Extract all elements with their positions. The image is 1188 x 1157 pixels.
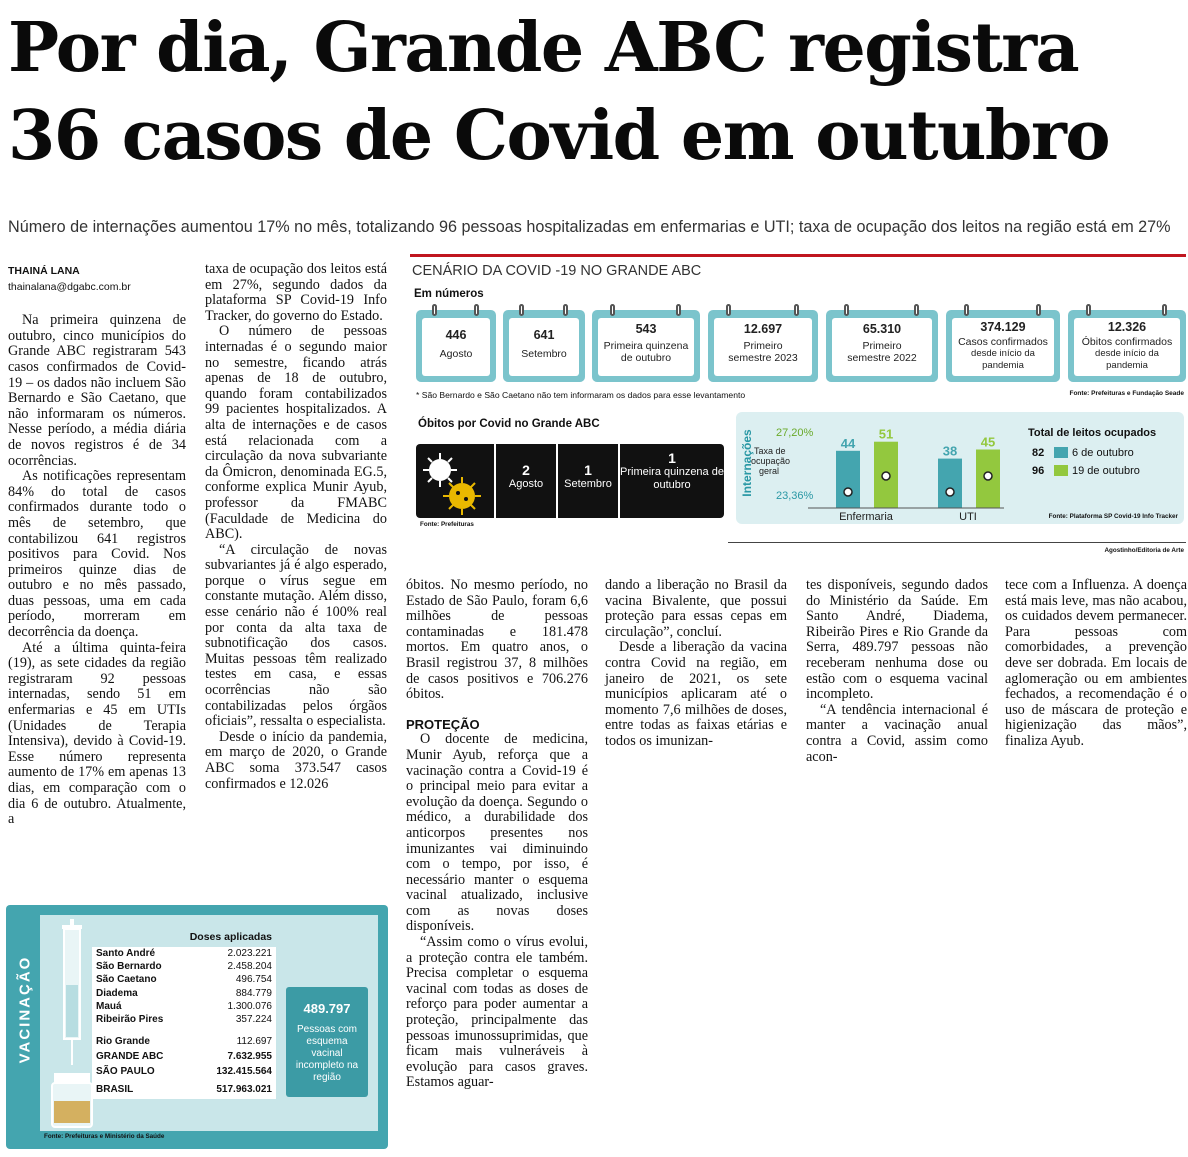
stat-label: Agosto: [439, 348, 473, 360]
region-name: SÃO PAULO: [96, 1066, 155, 1078]
paragraph: “Assim como o vírus evolui, a proteção contra ele também. Precisa completar o esquema vacinal com todas as doses de reforço para poder aumentar a proteção, principalmente das pessoas imunossuprimidas, que ficam mais vulneráveis à evolução para casos graves. Estamos aguar-: [406, 934, 588, 1091]
table-row: [92, 1013, 276, 1026]
table-row: [92, 960, 276, 973]
paragraph: Desde o início da pandemia, em março de 2020, o Grande ABC soma 373.547 casos confirmados e 12.026: [205, 728, 387, 792]
stat-card: [708, 310, 818, 382]
total-row: [92, 1081, 276, 1099]
obitos-value: 1: [584, 462, 592, 478]
bar-value-label: 38: [942, 443, 958, 459]
city-name: Santo André: [96, 948, 156, 959]
bar-uti-oct6: [938, 459, 962, 508]
callout-label: Pessoas com esquema vacinal incompleto na região: [295, 1024, 359, 1083]
obitos-label: Agosto: [508, 478, 544, 490]
legend-label-2: 19 de outubro: [1072, 465, 1140, 477]
taxa-label-3: geral: [759, 466, 780, 476]
stat-value: 641: [533, 328, 555, 342]
headline-line-2: 36 casos de Covid em outubro: [8, 96, 1110, 176]
obitos-value: 2: [522, 462, 530, 478]
bar-value-label: 51: [878, 426, 894, 442]
doses-header: Doses aplicadas: [92, 931, 276, 947]
doses-value: 357.224: [235, 1013, 272, 1025]
bar-marker: [844, 488, 852, 496]
obitos-title: Óbitos por Covid no Grande ABC: [418, 418, 600, 430]
paragraph: “A circulação de novas subvariantes já é algo esperado, porque o vírus segue em constante mutação. Além disso, esse cenário não é 100% real por conta da alta taxa de subnotificação dos casos. Muitas pessoas têm realizado testes em casa, e essas ocorrências não são contabilizadas pelos órgãos oficiais”, ressalta o especialista.: [205, 541, 387, 730]
doses-table: [92, 931, 276, 1099]
headline-line-1: Por dia, Grande ABC registra: [8, 8, 1079, 88]
stat-card: [826, 310, 938, 382]
ring-icon: [1086, 304, 1091, 316]
paragraph: óbitos. No mesmo período, no Estado de São Paulo, foram 6,6 milhões de pessoas contaminadas e 181.478 mortos. Em quatro anos, o Brasil registrou 37, 8 milhões de casos positivos e 706.276 óbitos.: [406, 577, 588, 703]
ring-icon: [726, 304, 731, 316]
obitos-panel: [416, 444, 724, 518]
stat-value: 12.326: [1107, 320, 1147, 334]
stat-card: [416, 310, 496, 382]
doses-value: 884.779: [235, 987, 272, 999]
bar-value-label: 44: [840, 435, 856, 451]
bar-marker: [984, 472, 992, 480]
paragraph: As notificações representam 84% do total de casos confirmados durante todo o mês de setembro, que contabilizou 641 registros positivos para Covid. Nos primeiros quinze dias de outubro e no mês passado, duas pessoas, uma em cada período, morreram em decorrência da doença.: [8, 468, 186, 641]
article-column-5: [806, 578, 988, 765]
red-rule: [410, 254, 1186, 257]
legend-label-1: 6 de outubro: [1072, 447, 1134, 459]
credit-rule: [728, 542, 1186, 543]
callout-value: 489.797: [303, 1001, 351, 1016]
city-name: Diadema: [96, 987, 138, 999]
bar-marker: [946, 488, 954, 496]
internacoes-label: Internações: [740, 429, 754, 497]
ring-icon: [676, 304, 681, 316]
stat-value: 12.697: [743, 322, 783, 336]
paragraph: O docente de medicina, Munir Ayub, reforça que a vacinação contra a Covid-19 é o principal meio para evitar a evolução da doença. Segundo o médico, a durabilidade dos anticorpos presentes nos imunizantes vai diminuindo com o tempo, por isso, é necessário manter o esquema vacinal atualizado, inclusive com as novas doses disponíveis.: [406, 731, 588, 935]
em-numeros-label: Em números: [414, 288, 484, 300]
stat-label: Primeiro semestre 2023: [728, 340, 798, 364]
article-column-4: [605, 578, 787, 750]
art-credit: Agostinho/Editoria de Arte: [1104, 547, 1184, 554]
headline: [8, 4, 1186, 180]
section-heading: PROTEÇÃO: [406, 716, 480, 732]
author-email[interactable]: thainalana@dgabc.com.br: [8, 280, 131, 293]
paragraph: Na primeira quinzena de outubro, cinco municípios do Grande ABC registraram 543 casos confirmados de Covid-19 – os dados não incluem São Bernardo e São Caetano, que não informaram os números. Nesse período, a média diária de novos registros é de 34 ocorrências.: [8, 312, 186, 469]
region-name: BRASIL: [96, 1084, 134, 1096]
vacinacao-box: [6, 905, 388, 1149]
stat-label: Óbitos confirmados: [1081, 336, 1173, 348]
stat-value: 65.310: [862, 322, 902, 336]
ring-icon: [610, 304, 615, 316]
taxa-label-2: ocupação: [751, 456, 791, 466]
table-row: [92, 1026, 276, 1050]
paragraph: O número de pessoas internadas é o segundo maior no semestre, ficando atrás apenas de 18 de outubro, quando foram contabilizados 99 pacientes hospitalizados. A alta de internações e de casos está relacionada com a circulação da nova subvariante da Ômicron, denominada EG.5, conforme explica Munir Ayub, professor da FMABC (Faculdade de Medicina do ABC).: [205, 323, 387, 543]
vacinacao-source: Fonte: Prefeituras e Ministério da Saúde: [44, 1133, 165, 1140]
bar-enfermaria-oct6: [836, 451, 860, 508]
paragraph: dando a liberação no Brasil da vacina Bivalente, que possui proteção para essas cepas em circulação”, concluí.: [605, 577, 787, 640]
paragraph: “A tendência internacional é manter a vacinação anual contra a Covid, assim como acon-: [806, 701, 988, 765]
city-name: São Caetano: [96, 974, 157, 986]
stat-card: [592, 310, 700, 382]
table-row: [92, 987, 276, 1000]
stat-card: [1068, 310, 1186, 382]
article-column-3: [406, 578, 588, 1091]
doses-value: 1.300.076: [227, 1000, 272, 1012]
bar-value-label: 45: [980, 434, 996, 450]
subheadline: Número de internações aumentou 17% no mês, totalizando 96 pessoas hospitalizadas em enfermarias e UTI; taxa de ocupação dos leitos na região está em 27%: [8, 218, 1171, 236]
infographic-title: CENÁRIO DA COVID -19 NO GRANDE ABC: [412, 263, 702, 279]
total-row: [92, 1050, 276, 1063]
article-column-1: [8, 264, 186, 828]
internacoes-panel: [736, 412, 1184, 524]
ring-icon: [1036, 304, 1041, 316]
infographic-note: * São Bernardo e São Caetano não tem informaram os dados para esse levantamento: [416, 390, 746, 400]
stat-label: Primeiro semestre 2022: [847, 340, 917, 364]
ring-icon: [563, 304, 568, 316]
internacoes-chart: [736, 412, 1184, 524]
covid-infographic: [410, 254, 1186, 572]
city-name: Mauá: [96, 1000, 122, 1012]
paragraph: tes disponíveis, segundo dados do Ministério da Saúde. Em Santo André, Diadema, Ribeirão Pires e Rio Grande da Serra, 489.797 pessoas não receberam nenhuma dose ou estão com o esquema vacinal incompleto.: [806, 577, 988, 703]
author-name: THAINÁ LANA: [8, 265, 80, 277]
ring-icon: [519, 304, 524, 316]
category-label-enfermaria: Enfermaria: [839, 511, 893, 523]
legend-total-2: 96: [1032, 465, 1045, 477]
category-label-uti: UTI: [959, 511, 977, 523]
doses-value: 517.963.021: [216, 1084, 272, 1096]
obitos-source: Fonte: Prefeituras: [420, 521, 474, 528]
paragraph: Até a última quinta-feira (19), as sete cidades da região registraram 92 pessoas internadas, sendo 51 em enfermarias e 45 em UTIs (Unidades de Terapia Intensiva), devido à Covid-19. Esse número representa aumento de 17% em apenas 13 dias, em comparação com o dia 6 de outubro. Atualmente, a: [8, 639, 186, 828]
table-row: [92, 947, 276, 960]
incomplete-vaccination-callout: [286, 987, 368, 1097]
doses-value: 112.697: [236, 1036, 272, 1048]
taxa-oct19: 27,20%: [776, 427, 814, 439]
stat-label: Casos confirmados: [958, 336, 1048, 348]
article-column-2: [205, 262, 387, 792]
stat-value: 446: [445, 328, 467, 342]
city-name: Ribeirão Pires: [96, 1013, 164, 1025]
article-column-6: [1005, 578, 1187, 750]
table-row: [92, 1000, 276, 1013]
legend-swatch-1: [1054, 447, 1068, 458]
bar-marker: [882, 472, 890, 480]
doses-value: 2.458.204: [227, 961, 272, 973]
internacoes-source: Fonte: Plataforma SP Covid-19 Info Tracker: [1048, 513, 1178, 520]
city-name: Rio Grande: [96, 1036, 150, 1048]
source-note: Fonte: Prefeituras e Fundação Seade: [1069, 390, 1184, 397]
ring-icon: [794, 304, 799, 316]
ring-icon: [914, 304, 919, 316]
obitos-cell: [618, 444, 724, 518]
stat-value: 543: [635, 322, 657, 336]
stat-sublabel: desde início da pandemia: [1095, 348, 1159, 371]
obitos-value: 1: [668, 450, 676, 466]
obitos-label: Primeira quinzena de outubro: [620, 466, 724, 491]
legend-swatch-2: [1054, 465, 1068, 476]
taxa-label-1: Taxa de: [754, 446, 786, 456]
vacinacao-label: VACINAÇÃO: [16, 955, 34, 1064]
virus-icon: [416, 444, 494, 518]
stat-sublabel: desde início da pandemia: [971, 348, 1035, 371]
doses-value: 2.023.221: [227, 948, 272, 959]
doses-value: 132.415.564: [216, 1066, 272, 1078]
ring-icon: [474, 304, 479, 316]
legend-total-1: 82: [1032, 447, 1045, 459]
ring-icon: [844, 304, 849, 316]
ring-icon: [1162, 304, 1167, 316]
legend-title: Total de leitos ocupados: [1028, 427, 1157, 439]
table-row: [92, 973, 276, 986]
stat-label: Setembro: [521, 348, 567, 360]
paragraph: taxa de ocupação dos leitos está em 27%, segundo dados da plataforma SP Covid-19 Info Tracker, do governo do Estado.: [205, 261, 387, 324]
taxa-oct6: 23,36%: [776, 490, 814, 502]
city-name: São Bernardo: [96, 961, 162, 973]
vacinacao-panel: [40, 915, 378, 1140]
stat-value: 374.129: [980, 320, 1026, 334]
syringe-icon: [40, 915, 100, 1131]
stat-card: [503, 310, 585, 382]
doses-value: 7.632.955: [227, 1051, 272, 1063]
paragraph: tece com a Influenza. A doença está mais leve, mas não acabou, os cuidados devem permanecer. Para pessoas com comorbidades, a prevenção deve ser dobrada. Em locais de aglomeração ou em ambientes fechados, a recomendação é o uso de máscara de proteção e higienização das mãos”, finaliza Ayub.: [1005, 577, 1187, 749]
doses-value: 496.754: [235, 974, 272, 986]
obitos-label: Setembro: [564, 478, 612, 490]
stat-label: Primeira quinzena de outubro: [603, 340, 689, 364]
total-row: [92, 1063, 276, 1081]
ring-icon: [964, 304, 969, 316]
stat-card: [946, 310, 1060, 382]
obitos-cell: [494, 444, 556, 518]
region-name: GRANDE ABC: [96, 1051, 164, 1063]
paragraph: Desde a liberação da vacina contra Covid na região, em janeiro de 2021, os sete municípios aplicaram até o momento 7,6 milhões de doses, entre todas as faixas etárias e todos os imunizan-: [605, 639, 787, 749]
ring-icon: [432, 304, 437, 316]
obitos-cell: [556, 444, 618, 518]
